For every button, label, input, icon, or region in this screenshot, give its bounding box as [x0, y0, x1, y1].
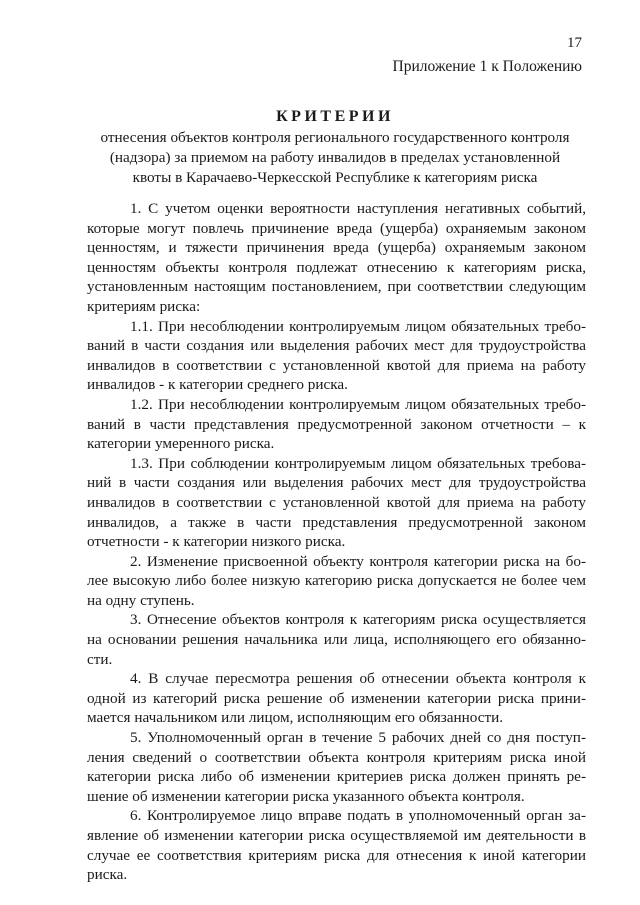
document-subtitle: отнесения объектов контроля регионального государственного контроля (надзора) за приемом на работу инвалидов в пределах установленной квоты в Карачаево-Черкесской Республике к категориям риска	[100, 129, 570, 186]
paragraph-2: 2. Изменение присвоенной объекту контроля категории риска на более высокую либо более низкую категорию риска допускается не более чем на одну ступень.	[87, 552, 586, 609]
paragraph-1-1: 1.1. При несоблюдении контролируемым лицом обязательных требований в части создания или выделения рабочих мест для трудоустройства инвалидов в соответствии с установленной квотой для приема на работу инвалидов - к категории среднего риска.	[87, 317, 586, 394]
title-block	[84, 107, 586, 188]
paragraph-5: 5. Уполномоченный орган в течение 5 рабочих дней со дня поступления сведений о соответствии объекта контроля критериям риска иной категории риска либо об изменении критериев риска должен принять решение об изменении категории риска указанного объекта контроля.	[87, 729, 586, 805]
document-title: КРИТЕРИИ	[276, 108, 394, 125]
paragraph-3: 3. Отнесение объектов контроля к категориям риска осуществляется на основании решения начальника или лица, исполняющего его обязанности.	[87, 611, 586, 668]
paragraph-4: 4. В случае пересмотра решения об отнесении объекта контроля к одной из категорий риска решение об изменении категории риска принимается начальником или лицом, исполняющим его обязанности.	[87, 670, 586, 727]
paragraph-1-2: 1.2. При несоблюдении контролируемым лицом обязательных требований в части представления предусмотренной законом отчетности – к категории умеренного риска.	[87, 395, 586, 453]
document-body	[87, 199, 586, 885]
paragraph-1-3: 1.3. При соблюдении контролируемым лицом обязательных требований в части создания или выделения рабочих мест для трудоустройства инвалидов в соответствии с установленной квотой для приема на работу инвалидов, а также в части представления предусмотренной законом отчетности - к категории низкого риска.	[87, 454, 586, 551]
paragraph-1: 1. С учетом оценки вероятности наступления негативных событий, которые могут повлечь причинение вреда (ущерба) охраняемым законом ценностям, и тяжести причинения вреда (ущерба) охраняемым законом ценностям объекты контроля подлежат отнесению к категориям риска, установленным настоящим постановлением, при соответствии следующим критериям риска:	[87, 200, 586, 315]
paragraph-6: 6. Контролируемое лицо вправе подать в уполномоченный орган заявление об изменении категории риска осуществляемой им деятельности в случае ее соответствия критериям риска для отнесения к иной категории риска.	[87, 807, 586, 884]
appendix-note: Приложение 1 к Положению	[392, 58, 582, 75]
page-number: 17	[567, 35, 582, 51]
